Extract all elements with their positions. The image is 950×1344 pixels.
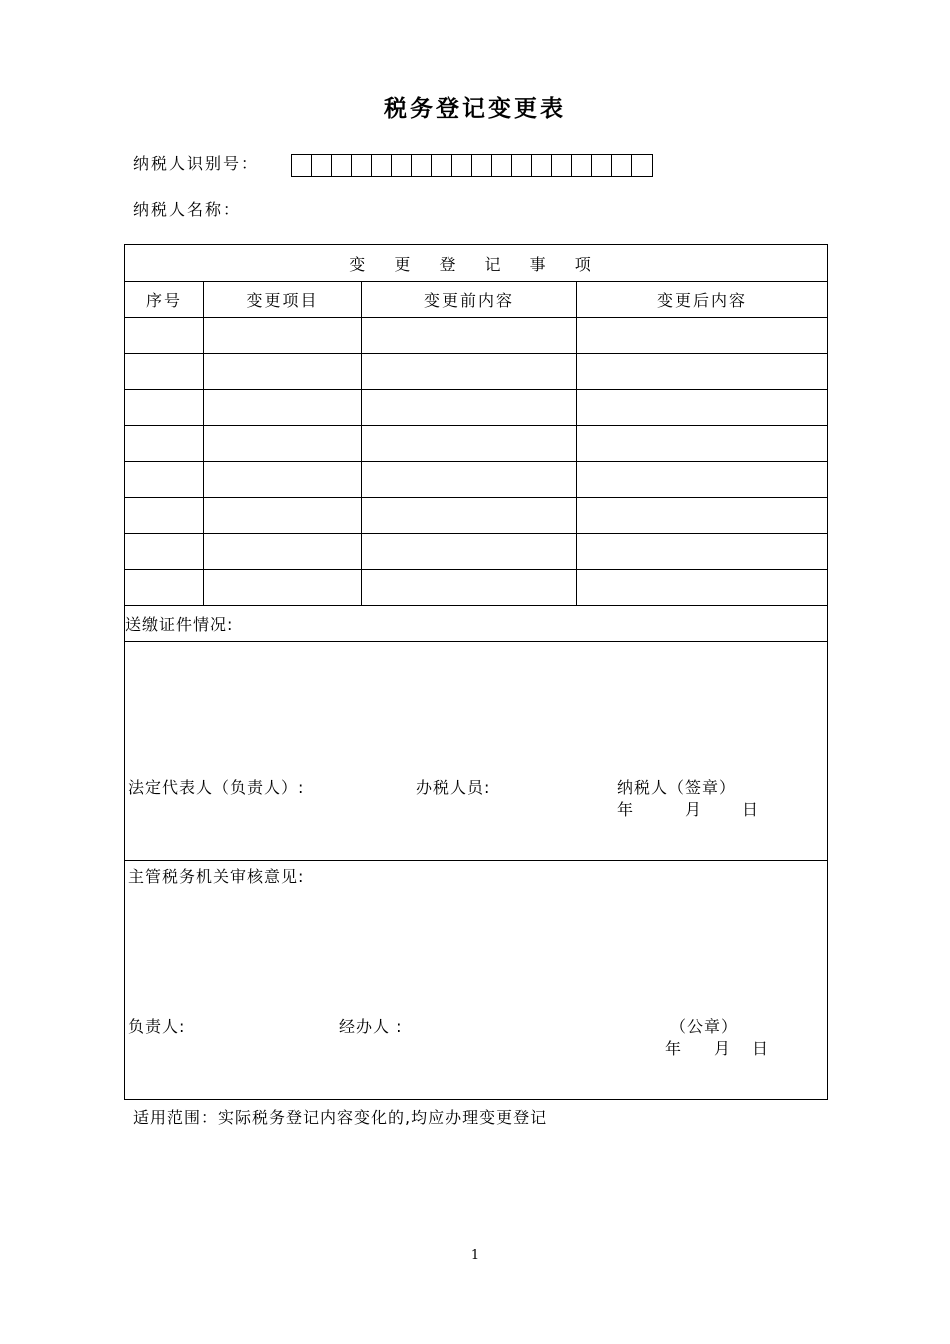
sign-day: 日 (742, 800, 760, 819)
change-registration-table (124, 244, 828, 1100)
taxpayer-id-digit-box[interactable] (492, 155, 512, 176)
cell-seq[interactable] (125, 570, 204, 606)
table-row (125, 390, 828, 426)
handler-label: 经办人 : (339, 1017, 403, 1036)
cell-item[interactable] (204, 318, 362, 354)
cell-before[interactable] (362, 462, 577, 498)
cell-after[interactable] (577, 318, 828, 354)
cell-before[interactable] (362, 354, 577, 390)
cell-after[interactable] (577, 534, 828, 570)
cell-after[interactable] (577, 426, 828, 462)
cell-before[interactable] (362, 390, 577, 426)
taxpayer-signature-area[interactable] (125, 642, 828, 861)
review-month: 月 (714, 1039, 732, 1058)
taxpayer-id-digit-box[interactable] (352, 155, 372, 176)
cell-seq[interactable] (125, 390, 204, 426)
cell-seq[interactable] (125, 534, 204, 570)
taxpayer-id-digit-box[interactable] (292, 155, 312, 176)
taxpayer-id-digit-box[interactable] (472, 155, 492, 176)
cell-item[interactable] (204, 534, 362, 570)
table-row (125, 570, 828, 606)
table-row (125, 534, 828, 570)
taxpayer-id-digit-box[interactable] (432, 155, 452, 176)
page-number: 1 (470, 1248, 480, 1263)
cell-item[interactable] (204, 462, 362, 498)
taxpayer-id-digit-box[interactable] (572, 155, 592, 176)
taxpayer-id-digit-box[interactable] (612, 155, 632, 176)
cell-item[interactable] (204, 498, 362, 534)
cell-item[interactable] (204, 426, 362, 462)
cell-after[interactable] (577, 498, 828, 534)
cell-before[interactable] (362, 534, 577, 570)
taxpayer-id-digit-box[interactable] (592, 155, 612, 176)
taxpayer-id-digit-box[interactable] (552, 155, 572, 176)
col-header-after: 变更后内容 (577, 282, 828, 318)
sign-month: 月 (685, 800, 703, 819)
footnote: 适用范围：实际税务登记内容变化的,均应办理变更登记 (133, 1108, 548, 1127)
cell-seq[interactable] (125, 462, 204, 498)
review-day: 日 (752, 1039, 770, 1058)
taxpayer-id-digit-box[interactable] (312, 155, 332, 176)
cell-item[interactable] (204, 354, 362, 390)
table-row (125, 498, 828, 534)
cell-before[interactable] (362, 426, 577, 462)
official-seal-label: （公章） (670, 1017, 739, 1036)
cell-item[interactable] (204, 390, 362, 426)
cell-before[interactable] (362, 570, 577, 606)
table-row (125, 354, 828, 390)
person-in-charge-label: 负责人: (128, 1017, 186, 1036)
cell-seq[interactable] (125, 498, 204, 534)
tax-officer-label: 办税人员: (416, 778, 491, 797)
col-header-seq: 序号 (125, 282, 204, 318)
sign-year: 年 (617, 800, 635, 819)
taxpayer-id-digit-box[interactable] (392, 155, 412, 176)
legal-rep-label: 法定代表人（负责人）: (128, 778, 305, 797)
taxpayer-id-digit-box[interactable] (332, 155, 352, 176)
cell-item[interactable] (204, 570, 362, 606)
cell-before[interactable] (362, 498, 577, 534)
col-header-before: 变更前内容 (362, 282, 577, 318)
taxpayer-id-label: 纳税人识别号： (133, 154, 260, 173)
submitted-docs-label: 送缴证件情况: (125, 606, 828, 642)
cell-after[interactable] (577, 390, 828, 426)
cell-after[interactable] (577, 462, 828, 498)
taxpayer-id-digit-box[interactable] (452, 155, 472, 176)
column-header-row (125, 282, 828, 318)
table-row (125, 426, 828, 462)
taxpayer-id-digit-box[interactable] (532, 155, 552, 176)
taxpayer-seal-label: 纳税人（签章） (617, 778, 737, 797)
table-row (125, 462, 828, 498)
taxpayer-id-boxes[interactable] (291, 154, 653, 177)
col-header-item: 变更项目 (204, 282, 362, 318)
cell-seq[interactable] (125, 426, 204, 462)
table-row (125, 318, 828, 354)
review-year: 年 (665, 1039, 683, 1058)
taxpayer-id-digit-box[interactable] (632, 155, 652, 176)
cell-before[interactable] (362, 318, 577, 354)
taxpayer-id-digit-box[interactable] (512, 155, 532, 176)
section-title: 变 更 登 记 事 项 (125, 245, 828, 282)
taxpayer-id-digit-box[interactable] (372, 155, 392, 176)
page-title: 税务登记变更表 (384, 96, 566, 122)
cell-after[interactable] (577, 570, 828, 606)
cell-after[interactable] (577, 354, 828, 390)
cell-seq[interactable] (125, 318, 204, 354)
cell-seq[interactable] (125, 354, 204, 390)
tax-authority-review-area[interactable] (125, 861, 828, 1100)
taxpayer-name-label: 纳税人名称： (133, 200, 242, 219)
taxpayer-id-digit-box[interactable] (412, 155, 432, 176)
review-label: 主管税务机关审核意见: (128, 867, 305, 886)
